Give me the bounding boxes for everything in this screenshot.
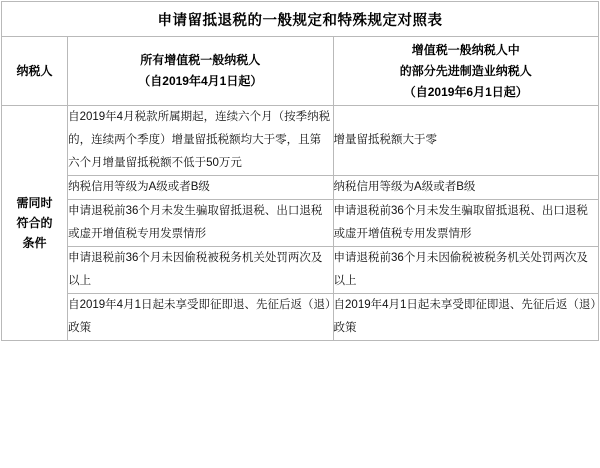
cell-special-condition-3: 申请退税前36个月未发生骗取留抵退税、出口退税或虚开增值税专用发票情形 <box>333 200 598 247</box>
header-special-rule-line-1: 增值税一般纳税人中 <box>411 42 520 57</box>
table-row <box>2 176 599 200</box>
header-taxpayer <box>2 37 68 106</box>
cell-special-condition-4: 申请退税前36个月未因偷税被税务机关处罚两次及以上 <box>333 247 598 294</box>
row-label-conditions <box>2 106 68 341</box>
row-label-line-2: 符合的 <box>16 216 53 230</box>
cell-general-condition-1: 自2019年4月税款所属期起，连续六个月（按季纳税的，连续两个季度）增量留抵税额均大于零，且第六个月增量留抵税额不低于50万元 <box>68 106 333 176</box>
row-label-line-3: 条件 <box>22 236 47 250</box>
table-header-row <box>2 37 599 106</box>
header-general-rule-line-1: 所有增值税一般纳税人 <box>140 53 261 67</box>
table-row <box>2 200 599 247</box>
table-row <box>2 247 599 294</box>
page-title: 申请留抵退税的一般规定和特殊规定对照表 <box>2 2 599 37</box>
header-taxpayer-line-1: 纳税人 <box>16 63 53 78</box>
cell-general-condition-4: 申请退税前36个月未因偷税被税务机关处罚两次及以上 <box>68 247 333 294</box>
cell-general-condition-5: 自2019年4月1日起未享受即征即退、先征后返（退）政策 <box>68 294 333 341</box>
table-row <box>2 294 599 341</box>
comparison-table-document <box>0 1 600 468</box>
header-special-rule-line-3: （自2019年6月1日起） <box>403 84 528 99</box>
cell-special-condition-1: 增量留抵税额大于零 <box>333 106 598 176</box>
header-general-rule-line-2: （自2019年4月1日起） <box>138 74 263 88</box>
header-special-rule-line-2: 的部分先进制造业纳税人 <box>399 63 532 78</box>
table-row <box>2 106 599 176</box>
row-label-line-1: 需同时 <box>16 196 53 210</box>
cell-general-condition-3: 申请退税前36个月未发生骗取留抵退税、出口退税或虚开增值税专用发票情形 <box>68 200 333 247</box>
header-special-rule <box>333 37 598 106</box>
header-general-rule <box>68 37 333 106</box>
table-title-row <box>2 2 599 37</box>
cell-general-condition-2: 纳税信用等级为A级或者B级 <box>68 176 333 200</box>
cell-special-condition-2: 纳税信用等级为A级或者B级 <box>333 176 598 200</box>
cell-special-condition-5: 自2019年4月1日起未享受即征即退、先征后返（退）政策 <box>333 294 598 341</box>
comparison-table <box>1 1 599 341</box>
